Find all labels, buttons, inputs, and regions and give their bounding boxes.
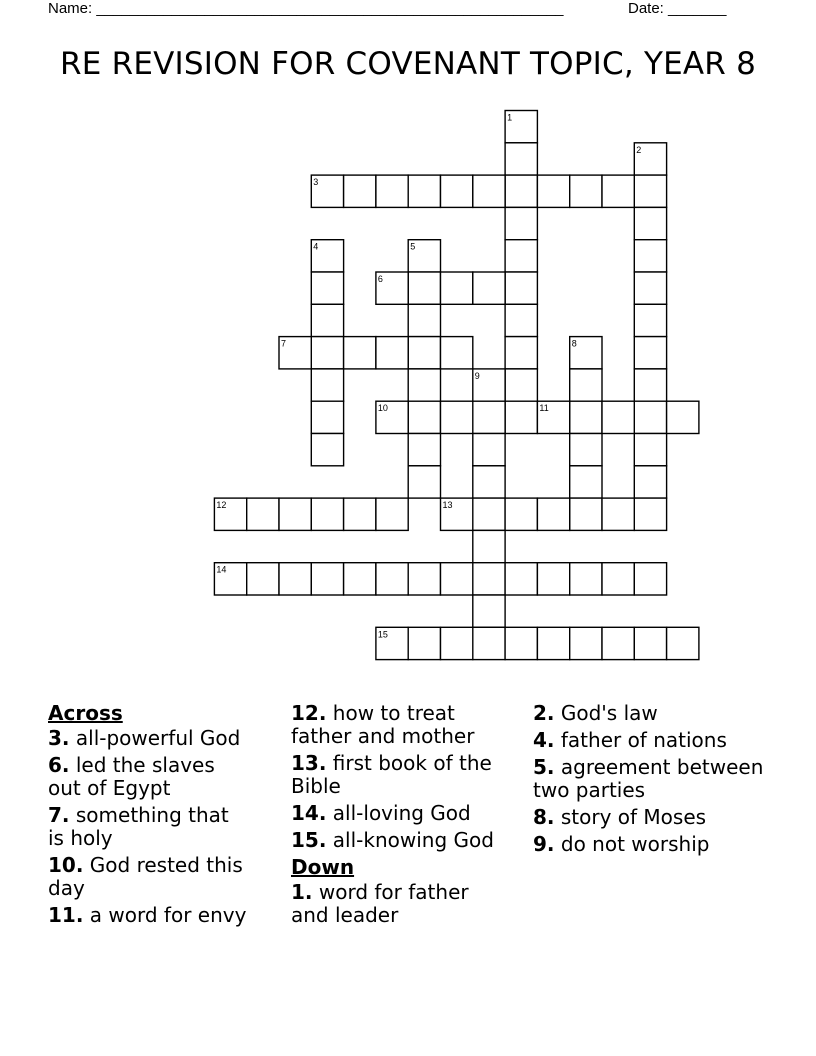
- clue-number: 14.: [291, 801, 327, 825]
- cell-number: 8: [571, 338, 577, 349]
- cell-number: 10: [377, 403, 388, 414]
- grid-cell[interactable]: [311, 498, 343, 530]
- clue-number: 4.: [533, 728, 555, 752]
- clue-across-6: [48, 754, 248, 800]
- grid-cell[interactable]: [473, 595, 505, 627]
- grid-cell[interactable]: [408, 466, 440, 498]
- grid-cell[interactable]: [505, 498, 537, 530]
- grid-cell[interactable]: [570, 337, 602, 369]
- grid-cell[interactable]: [570, 434, 602, 466]
- clue-across-7: [48, 804, 248, 850]
- clue-across-3: [48, 727, 288, 750]
- grid-cell[interactable]: [602, 627, 634, 659]
- clue-text: all-knowing God: [332, 828, 494, 852]
- grid-cell[interactable]: [311, 240, 343, 272]
- clue-across-13: [291, 752, 511, 798]
- grid-cell[interactable]: [441, 563, 473, 595]
- down-heading: Down: [291, 855, 355, 879]
- grid-cell[interactable]: [634, 369, 666, 401]
- grid-cell[interactable]: [311, 434, 343, 466]
- grid-cell[interactable]: [570, 627, 602, 659]
- grid-cell[interactable]: [537, 175, 569, 207]
- name-field-label: Name: ________________________________________________________: [48, 0, 564, 17]
- grid-cell[interactable]: [570, 369, 602, 401]
- cell-number: 14: [216, 564, 227, 575]
- cell-number: 3: [313, 177, 319, 188]
- clue-number: 8.: [533, 805, 555, 829]
- grid-cell[interactable]: [376, 337, 408, 369]
- clue-text: father of nations: [560, 728, 727, 752]
- clues-column-3: [533, 702, 773, 860]
- cell-number: 15: [377, 629, 388, 640]
- clue-text: word for father and leader: [291, 880, 469, 927]
- page-title: RE REVISION FOR COVENANT TOPIC, YEAR 8: [60, 46, 756, 82]
- grid-cell[interactable]: [214, 563, 246, 595]
- grid-cell[interactable]: [634, 563, 666, 595]
- grid-cell[interactable]: [311, 175, 343, 207]
- grid-cell[interactable]: [505, 337, 537, 369]
- grid-cell[interactable]: [247, 563, 279, 595]
- grid-cell[interactable]: [570, 175, 602, 207]
- cell-number: 7: [281, 338, 287, 349]
- grid-cell[interactable]: [344, 498, 376, 530]
- grid-cell[interactable]: [441, 272, 473, 304]
- grid-cell[interactable]: [408, 272, 440, 304]
- grid-cell[interactable]: [408, 175, 440, 207]
- grid-cell[interactable]: [505, 143, 537, 175]
- grid-cell[interactable]: [376, 401, 408, 433]
- grid-cell[interactable]: [570, 401, 602, 433]
- grid-cell[interactable]: [537, 401, 569, 433]
- clue-text: story of Moses: [560, 805, 707, 829]
- clue-text: God rested this day: [48, 853, 243, 900]
- clue-across-10: [48, 854, 263, 900]
- grid-cell[interactable]: [344, 175, 376, 207]
- clue-number: 13.: [291, 751, 327, 775]
- grid-cell[interactable]: [505, 207, 537, 239]
- clue-number: 9.: [533, 832, 555, 856]
- clues-column-1: [48, 702, 288, 931]
- clue-text: God's law: [560, 701, 658, 725]
- grid-cell[interactable]: [602, 175, 634, 207]
- clue-number: 1.: [291, 880, 313, 904]
- grid-cell[interactable]: [376, 498, 408, 530]
- grid-cell[interactable]: [537, 627, 569, 659]
- cell-number: 13: [442, 500, 453, 511]
- grid-cell[interactable]: [667, 627, 699, 659]
- grid-cell[interactable]: [634, 143, 666, 175]
- grid-cell[interactable]: [634, 207, 666, 239]
- header: [48, 0, 788, 20]
- grid-cell[interactable]: [667, 401, 699, 433]
- grid-cell[interactable]: [408, 337, 440, 369]
- grid-cell[interactable]: [311, 272, 343, 304]
- grid-cell[interactable]: [505, 369, 537, 401]
- grid-cell[interactable]: [473, 369, 505, 401]
- clue-down-4: [533, 729, 773, 752]
- clue-text: all-powerful God: [75, 726, 241, 750]
- grid-cell[interactable]: [279, 337, 311, 369]
- grid-cell[interactable]: [570, 563, 602, 595]
- cell-number: 4: [313, 241, 319, 252]
- clue-text: first book of the Bible: [291, 751, 492, 798]
- grid-cell[interactable]: [473, 434, 505, 466]
- grid-cell[interactable]: [634, 337, 666, 369]
- grid-cell[interactable]: [505, 304, 537, 336]
- clue-down-5: [533, 756, 773, 802]
- grid-cell[interactable]: [634, 304, 666, 336]
- grid-cell[interactable]: [408, 401, 440, 433]
- clue-number: 6.: [48, 753, 70, 777]
- grid-cell[interactable]: [602, 563, 634, 595]
- clue-across-11: [48, 904, 288, 927]
- grid-cell[interactable]: [344, 337, 376, 369]
- grid-cell[interactable]: [634, 401, 666, 433]
- grid-cell[interactable]: [473, 627, 505, 659]
- grid-cell[interactable]: [473, 530, 505, 562]
- cell-number: 11: [539, 403, 549, 414]
- grid-cell[interactable]: [634, 272, 666, 304]
- grid-cell[interactable]: [376, 175, 408, 207]
- clue-text: all-loving God: [332, 801, 471, 825]
- clue-down-1: [291, 881, 491, 927]
- clue-text: a word for envy: [89, 903, 247, 927]
- grid-cell[interactable]: [311, 563, 343, 595]
- grid-cell[interactable]: [473, 401, 505, 433]
- clue-number: 12.: [291, 701, 327, 725]
- grid-cell[interactable]: [311, 304, 343, 336]
- grid-cell[interactable]: [408, 369, 440, 401]
- grid-cell[interactable]: [376, 627, 408, 659]
- grid-cell[interactable]: [408, 304, 440, 336]
- grid-cell[interactable]: [473, 466, 505, 498]
- grid-cell[interactable]: [441, 175, 473, 207]
- clue-down-8: [533, 806, 773, 829]
- grid-cell[interactable]: [376, 563, 408, 595]
- clue-text: do not worship: [560, 832, 710, 856]
- cell-number: 12: [216, 500, 227, 511]
- grid-cell[interactable]: [537, 498, 569, 530]
- grid-cell[interactable]: [376, 272, 408, 304]
- clue-number: 5.: [533, 755, 555, 779]
- grid-cell[interactable]: [441, 627, 473, 659]
- grid-cell[interactable]: [505, 175, 537, 207]
- grid-cell[interactable]: [602, 498, 634, 530]
- grid-cell[interactable]: [505, 272, 537, 304]
- clue-across-15: [291, 829, 531, 852]
- grid-cell[interactable]: [570, 498, 602, 530]
- across-heading: Across: [48, 701, 123, 725]
- grid-cell[interactable]: [570, 466, 602, 498]
- grid-cell[interactable]: [408, 240, 440, 272]
- grid-cell[interactable]: [505, 111, 537, 143]
- clue-number: 3.: [48, 726, 70, 750]
- cell-number: 6: [377, 274, 383, 284]
- grid-cell[interactable]: [408, 563, 440, 595]
- grid-cell[interactable]: [634, 466, 666, 498]
- grid-cell[interactable]: [311, 337, 343, 369]
- clue-number: 15.: [291, 828, 327, 852]
- grid-cell[interactable]: [537, 563, 569, 595]
- grid-cell[interactable]: [441, 337, 473, 369]
- grid-cell[interactable]: [279, 563, 311, 595]
- clues-column-2: [291, 702, 531, 931]
- grid-cell[interactable]: [634, 498, 666, 530]
- clue-down-2: [533, 702, 773, 725]
- grid-cell[interactable]: [505, 563, 537, 595]
- grid-cell[interactable]: [602, 401, 634, 433]
- grid-cell[interactable]: [505, 240, 537, 272]
- grid-cell[interactable]: [441, 401, 473, 433]
- grid-cell[interactable]: [311, 369, 343, 401]
- grid-cell[interactable]: [505, 627, 537, 659]
- clue-number: 11.: [48, 903, 84, 927]
- grid-cell[interactable]: [634, 627, 666, 659]
- grid-cell[interactable]: [441, 498, 473, 530]
- grid-cell[interactable]: [279, 498, 311, 530]
- grid-cell[interactable]: [311, 401, 343, 433]
- grid-cell[interactable]: [473, 498, 505, 530]
- clue-across-12: [291, 702, 491, 748]
- cell-number: 9: [474, 370, 480, 381]
- clue-number: 2.: [533, 701, 555, 725]
- clue-text: how to treat father and mother: [291, 701, 475, 748]
- grid-cell[interactable]: [473, 272, 505, 304]
- grid-cell[interactable]: [634, 175, 666, 207]
- cell-number: 2: [636, 144, 642, 155]
- date-field-label: Date: _______: [628, 0, 727, 17]
- grid-cell[interactable]: [634, 240, 666, 272]
- grid-cell[interactable]: [634, 434, 666, 466]
- clue-across-14: [291, 802, 531, 825]
- grid-cell[interactable]: [505, 401, 537, 433]
- clue-number: 10.: [48, 853, 84, 877]
- grid-cell[interactable]: [214, 498, 246, 530]
- clue-text: agreement between two parties: [533, 755, 764, 802]
- clue-number: 7.: [48, 803, 70, 827]
- grid-cell[interactable]: [473, 563, 505, 595]
- clue-down-9: [533, 833, 773, 856]
- cell-number: 5: [410, 241, 416, 252]
- grid-cell[interactable]: [247, 498, 279, 530]
- cell-number: 1: [507, 112, 513, 123]
- clue-text: led the slaves out of Egypt: [48, 753, 215, 800]
- grid-cell[interactable]: [408, 627, 440, 659]
- grid-cell[interactable]: [344, 563, 376, 595]
- grid-cell[interactable]: [408, 434, 440, 466]
- grid-cell[interactable]: [473, 175, 505, 207]
- clue-text: something that is holy: [48, 803, 229, 850]
